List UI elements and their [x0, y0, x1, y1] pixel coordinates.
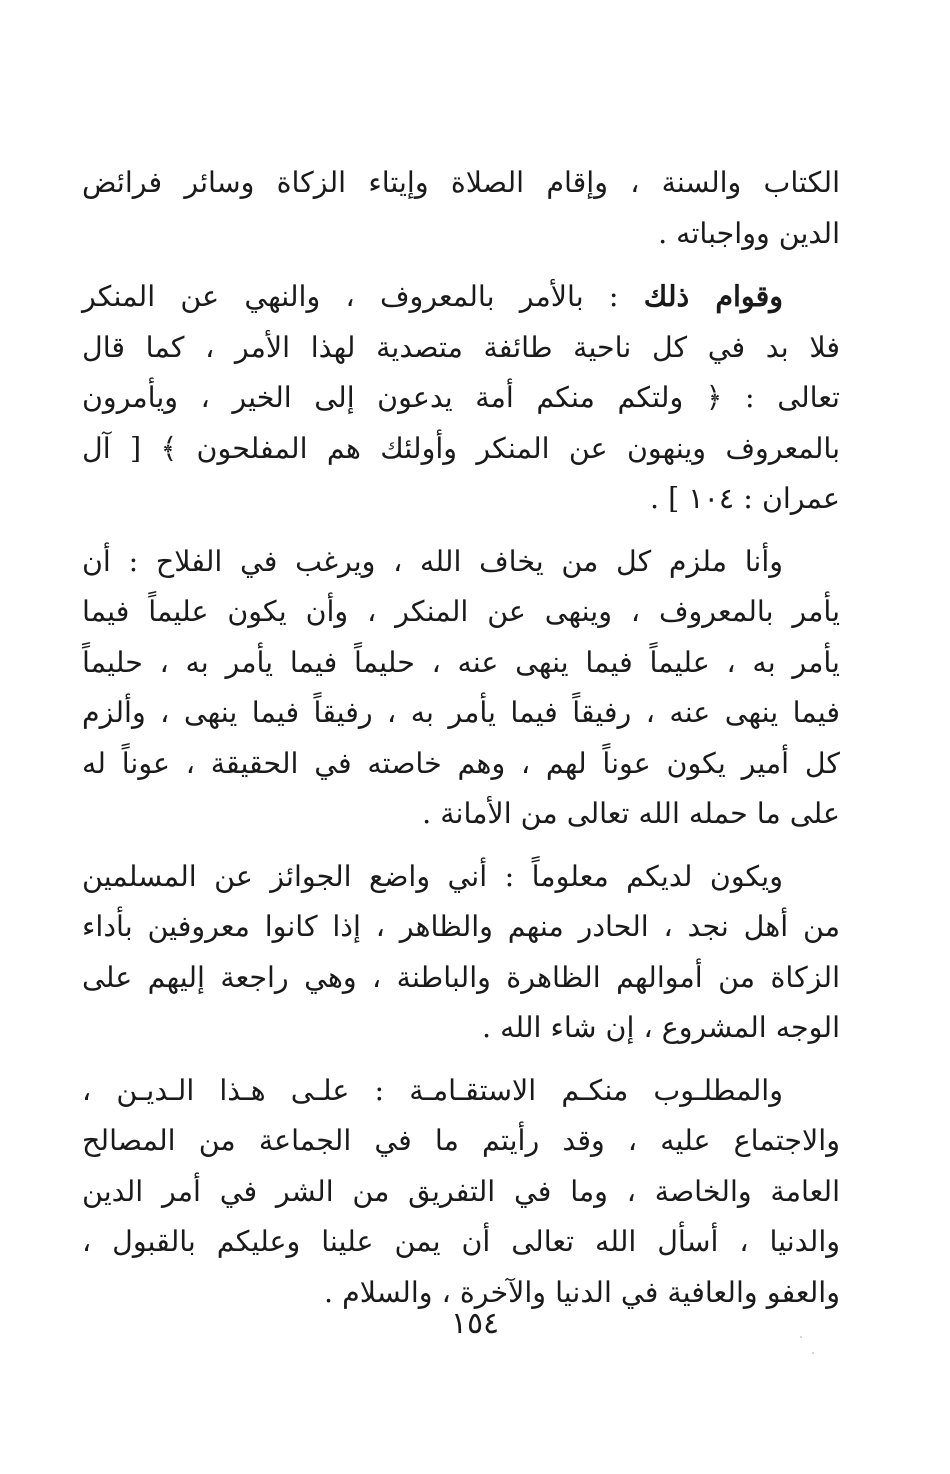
text-line: فلا بد في كل ناحية طائفة متصدية لهذا الأمر ، كما قال [82, 330, 840, 364]
text-line [82, 271, 840, 323]
paragraph-1 [82, 158, 840, 259]
scan-speck [800, 1336, 802, 1338]
text-fragment: وأنا ملزم كل من يخاف الله ، ويرغب في الفلاح : أن [82, 544, 783, 578]
text-line: على ما حمله الله تعالى من الأمانة . [422, 797, 840, 830]
bold-lead-phrase: وقوام ذلك [643, 279, 783, 313]
scan-speck [812, 1352, 814, 1354]
text-line: العامة والخاصة ، وما في التفريق من الشر في أمر الدين [82, 1174, 840, 1208]
text-fragment: ويكون لديكم معلوماً : أني واضع الجوائز عن المسلمين [82, 859, 783, 893]
text-line: من أهل نجد ، الحادر منهم والظاهر ، إذا كانوا معروفين بأداء [82, 910, 840, 943]
text-line: بالمعروف وينهون عن المنكر وأولئك هم المفلحون ﴾ [ آل [82, 431, 840, 465]
text-line [82, 537, 840, 588]
text-line: الزكاة من أموالهم الظاهرة والباطنة ، وهي راجعة إليهم على [82, 960, 840, 994]
paragraph-2 [82, 271, 840, 525]
text-line: الوجه المشروع ، إن شاء الله . [482, 1011, 840, 1044]
text-line [82, 852, 840, 903]
text-line: عمران : ١٠٤ ] . [649, 482, 840, 515]
text-line: فيما ينهى عنه ، رفيقاً فيما يأمر به ، رفيقاً فيما ينهى ، وألزم [82, 696, 840, 729]
paragraph-3 [82, 537, 840, 840]
text-line: يأمر به ، عليماً فيما ينهى عنه ، حليماً فيما يأمر به ، حليماً [82, 645, 840, 679]
text-line: يأمر بالمعروف ، وينهى عن المنكر ، وأن يكون عليماً فيما [82, 595, 840, 628]
text-line: تعالى : ﴿ ولتكم منكم أمة يدعون إلى الخير ، ويأمرون [82, 381, 840, 414]
body-text [82, 158, 840, 1330]
text-line: والعفو والعافية في الدنيا والآخرة ، والسلام . [323, 1275, 840, 1309]
text-line: والدنيا ، أسأل الله تعالى أن يمن علينا وعليكم بالقبول ، [82, 1225, 840, 1258]
paragraph-5 [82, 1066, 840, 1319]
text-fragment: : بالأمر بالمعروف ، والنهي عن المنكر [82, 280, 644, 313]
text-line: كل أمير يكون عوناً لهم ، وهم خاصته في الحقيقة ، عوناً له [82, 746, 840, 780]
text-line [82, 1066, 840, 1117]
page-number: ١٥٤ [450, 1306, 500, 1341]
text-line: الكتاب والسنة ، وإقام الصلاة وإيتاء الزكاة وسائر فرائض [82, 166, 840, 199]
text-fragment: والمطلـوب منكـم الاستقـامـة : علـى هـذا الـديـن ، [82, 1073, 783, 1107]
paragraph-4 [82, 852, 840, 1054]
text-line: والاجتماع عليه ، وقد رأيتم ما في الجماعة من المصالح [82, 1124, 840, 1157]
text-line: الدين وواجباته . [658, 216, 840, 250]
